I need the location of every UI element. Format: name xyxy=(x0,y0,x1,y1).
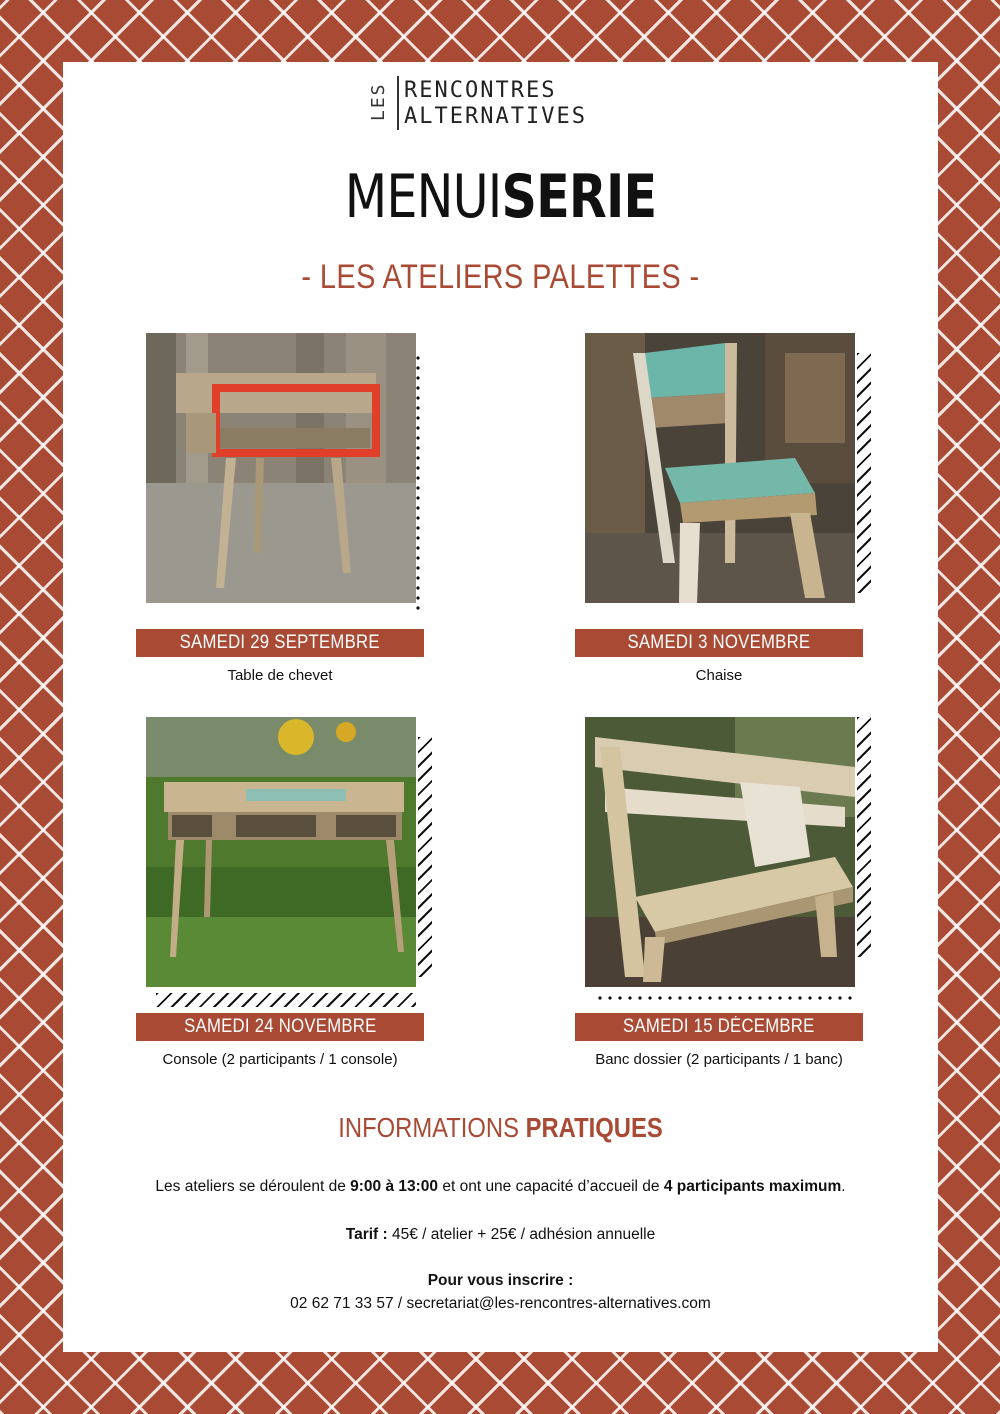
photo-chaise xyxy=(585,333,855,603)
workshop-caption-4: Banc dossier (2 participants / 1 banc) xyxy=(595,1051,843,1068)
photo-table-de-chevet xyxy=(146,333,416,603)
date-band-4 xyxy=(575,1013,863,1041)
poster-sheet xyxy=(63,62,938,1352)
title-light: MENUI xyxy=(344,162,502,232)
workshop-caption-1: Table de chevet xyxy=(227,667,333,684)
logo-divider xyxy=(397,76,399,130)
page-subtitle: - LES ATELIERS PALETTES - xyxy=(301,258,700,296)
info-title xyxy=(129,1112,873,1144)
date-band-1 xyxy=(136,629,424,657)
workshop-caption-2: Chaise xyxy=(695,667,743,684)
decoration-stripes xyxy=(857,717,871,957)
workshop-date-2: SAMEDI 3 NOVEMBRE xyxy=(627,632,811,653)
info-text: Les ateliers se déroulent de xyxy=(155,1178,351,1195)
decoration-dots xyxy=(416,353,420,613)
info-tarif xyxy=(63,1226,938,1244)
info-title-bold: PRATIQUES xyxy=(525,1112,663,1143)
workshop-caption-3: Console (2 participants / 1 console) xyxy=(162,1051,398,1068)
photo-banc-dossier xyxy=(585,717,855,987)
photo-console xyxy=(146,717,416,987)
info-contact: 02 62 71 33 57 / secretariat@les-rencontres-alternatives.com xyxy=(290,1295,711,1312)
inscription-label: Pour vous inscrire : xyxy=(427,1272,574,1289)
logo-les: LES xyxy=(368,82,389,122)
logo-line-2: ALTERNATIVES xyxy=(404,104,587,129)
decoration-stripes xyxy=(418,737,432,977)
tarif-text: 45€ / atelier + 25€ / adhésion annuelle xyxy=(387,1226,656,1243)
info-title-light: INFORMATIONS xyxy=(338,1112,526,1143)
workshop-date-3: SAMEDI 24 NOVEMBRE xyxy=(183,1016,377,1037)
workshop-date-1: SAMEDI 29 SEPTEMBRE xyxy=(179,632,381,653)
info-hours: 9:00 à 13:00 xyxy=(350,1178,439,1195)
tarif-label: Tarif : xyxy=(345,1226,388,1243)
info-text: . xyxy=(841,1178,846,1195)
title-bold: SERIE xyxy=(501,162,657,232)
logo-line-1: RENCONTRES xyxy=(404,78,557,103)
info-text: et ont une capacité d’accueil de xyxy=(438,1178,664,1195)
decoration-stripes xyxy=(156,993,416,1007)
page-title xyxy=(142,162,860,232)
info-inscription xyxy=(63,1272,938,1290)
info-schedule xyxy=(63,1178,938,1196)
date-band-2 xyxy=(575,629,863,657)
decoration-stripes xyxy=(857,353,871,593)
workshop-date-4: SAMEDI 15 DÉCEMBRE xyxy=(623,1016,815,1037)
date-band-3 xyxy=(136,1013,424,1041)
decoration-dots xyxy=(595,996,855,1000)
info-capacity: 4 participants maximum xyxy=(663,1178,842,1195)
